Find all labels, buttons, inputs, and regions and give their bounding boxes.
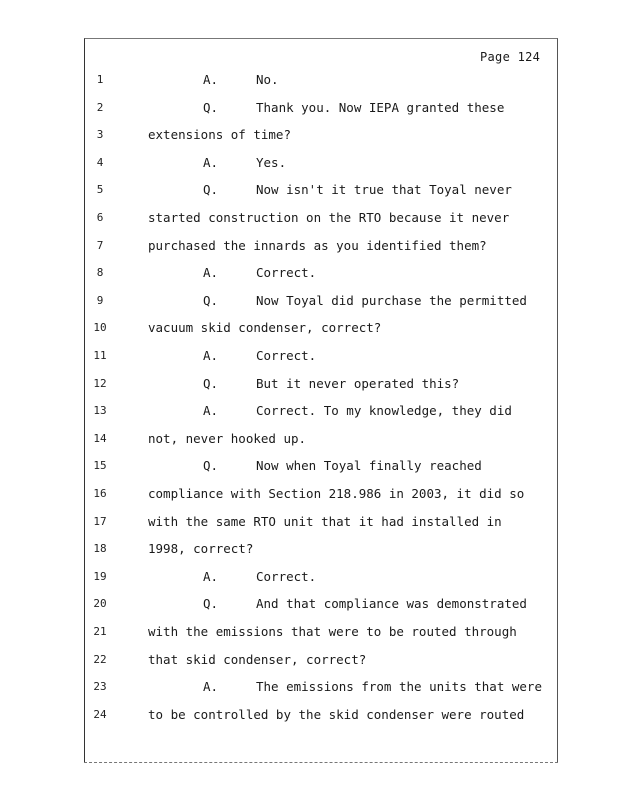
transcript-line-text: extensions of time? <box>148 127 291 142</box>
line-number: 17 <box>93 515 107 528</box>
transcript-line-text: Now isn't it true that Toyal never <box>256 182 512 197</box>
page-bottom-edge <box>84 762 558 763</box>
transcript-line-text: Correct. <box>256 348 317 363</box>
line-number: 21 <box>93 625 107 638</box>
speaker-label: Q. <box>203 293 219 308</box>
speaker-label: A. <box>203 679 219 694</box>
transcript-line-text: No. <box>256 72 279 87</box>
line-number: 23 <box>93 680 107 693</box>
speaker-label: A. <box>203 348 219 363</box>
line-number: 22 <box>93 653 107 666</box>
line-number: 8 <box>96 266 104 279</box>
line-number: 4 <box>96 156 104 169</box>
transcript-line-text: started construction on the RTO because it never <box>148 210 510 225</box>
transcript-line-text: Correct. To my knowledge, they did <box>256 403 512 418</box>
transcript-line-text: purchased the innards as you identified them? <box>148 238 487 253</box>
line-number: 7 <box>96 239 104 252</box>
transcript-line-text: vacuum skid condenser, correct? <box>148 320 382 335</box>
transcript-line-text: compliance with Section 218.986 in 2003, it did so <box>148 486 525 501</box>
line-number: 9 <box>96 294 104 307</box>
speaker-label: A. <box>203 265 219 280</box>
page-number <box>480 50 554 64</box>
line-number: 18 <box>93 542 107 555</box>
transcript-line-text: Thank you. Now IEPA granted these <box>256 100 505 115</box>
transcript-line-text: But it never operated this? <box>256 376 460 391</box>
transcript-line-text: The emissions from the units that were <box>256 679 542 694</box>
line-number: 14 <box>93 432 107 445</box>
speaker-label: Q. <box>203 376 219 391</box>
line-number: 19 <box>93 570 107 583</box>
transcript-line-text: Yes. <box>256 155 287 170</box>
line-number: 5 <box>96 183 104 196</box>
line-number: 11 <box>93 349 107 362</box>
transcript-line-text: to be controlled by the skid condenser were routed <box>148 707 525 722</box>
transcript-line-text: Now when Toyal finally reached <box>256 458 482 473</box>
line-number: 20 <box>93 597 107 610</box>
line-number: 24 <box>93 708 107 721</box>
transcript-line-text: 1998, correct? <box>148 541 254 556</box>
line-number: 3 <box>96 128 104 141</box>
speaker-label: A. <box>203 72 219 87</box>
line-number: 10 <box>93 321 107 334</box>
speaker-label: Q. <box>203 100 219 115</box>
speaker-label: Q. <box>203 182 219 197</box>
speaker-label: Q. <box>203 458 219 473</box>
transcript-line-text: Correct. <box>256 569 317 584</box>
line-number: 2 <box>96 101 104 114</box>
speaker-label: A. <box>203 155 219 170</box>
line-number: 6 <box>96 211 104 224</box>
line-number: 1 <box>96 73 104 86</box>
transcript-line-text: not, never hooked up. <box>148 431 307 446</box>
speaker-label: A. <box>203 403 219 418</box>
transcript-line-text: with the same RTO unit that it had installed in <box>148 514 502 529</box>
line-number: 15 <box>93 459 107 472</box>
page-number-text: Page 124 <box>480 50 541 64</box>
transcript-line-text: that skid condenser, correct? <box>148 652 367 667</box>
line-number: 12 <box>93 377 107 390</box>
transcript-line-text: Now Toyal did purchase the permitted <box>256 293 527 308</box>
transcript-line-text: And that compliance was demonstrated <box>256 596 527 611</box>
transcript-line-text: with the emissions that were to be routed through <box>148 624 517 639</box>
speaker-label: Q. <box>203 596 219 611</box>
line-number: 13 <box>93 404 107 417</box>
transcript-line-text: Correct. <box>256 265 317 280</box>
speaker-label: A. <box>203 569 219 584</box>
line-number: 16 <box>93 487 107 500</box>
